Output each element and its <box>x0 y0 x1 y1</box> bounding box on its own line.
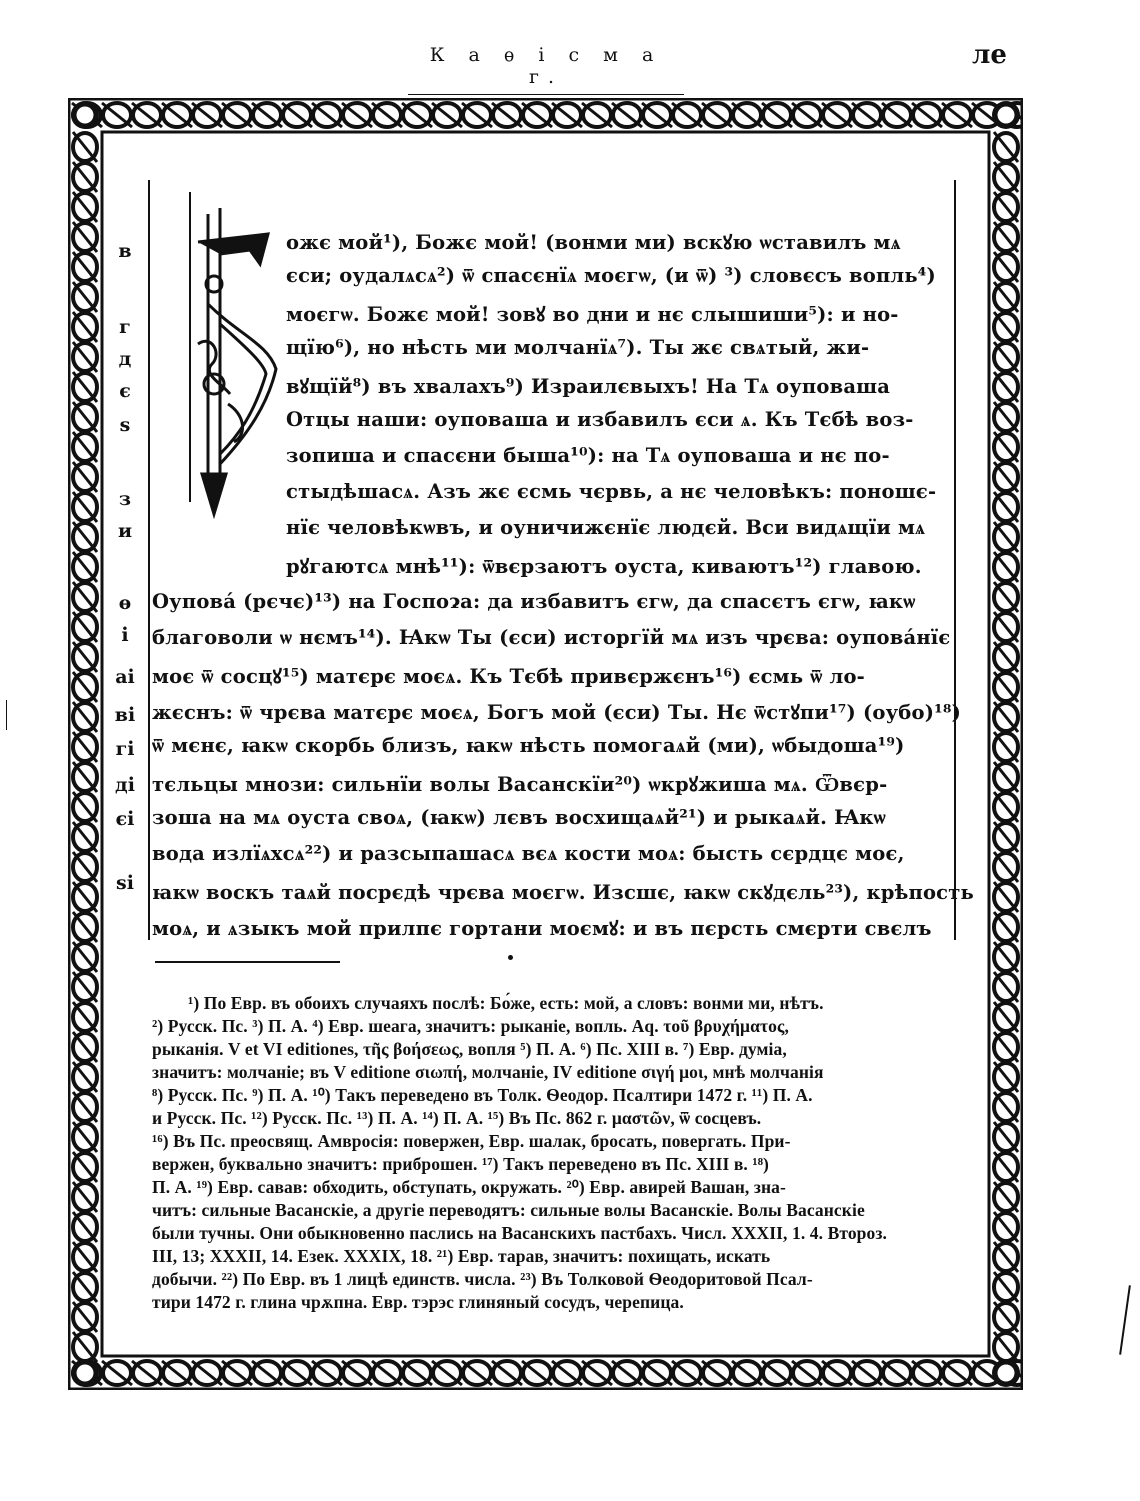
text-line: стыдѣшасѧ. Азъ жє єсмь чєрвь, а нє человѣкъ: поношє- <box>286 480 937 503</box>
initial-b-ornament <box>168 184 286 524</box>
footnote-line: III, 13; XXXII, 14. Езек. XXXIX, 18. ²¹) Евр. тарав, значитъ: похищать, искать <box>152 1246 771 1266</box>
text-line: рꙋгаютсѧ мнѣ¹¹): ѿвєрзаютъ оуста, киваютъ¹²) главою. <box>286 555 922 578</box>
text-line: моєгѡ. Божє мой! зовꙋ во дни и нє слышиши⁵): и но- <box>286 303 899 326</box>
stray-mark <box>508 955 513 960</box>
text-line: ѿ мєнє, ꙗкѡ скорбь близъ, ꙗкѡ нѣсть помогаѧй (ми), ѡбыдоша¹⁹) <box>152 734 905 757</box>
verse-number: ѕ <box>119 414 131 436</box>
footnote-line: ¹) По Евр. въ обоихъ случаяхъ послѣ: Бо́же, есть: мой, а словъ: вонми ми, нѣтъ. <box>188 993 824 1013</box>
text-line: нїє человѣкѡвъ, и оуничижєнїє людєй. Вси видѧщїи мѧ <box>286 516 926 539</box>
text-line: жєснъ: ѿ чрєва матєрє моєѧ, Богъ мой (єси) Ты. Нє ѿстꙋпи¹⁷) (оубо)¹⁸) <box>152 701 962 724</box>
footnote-line: ⁸) Русск. Пс. ⁹) П. А. ¹⁰) Такъ переведено въ Толк. Ѳеодор. Псалтири 1472 г. ¹¹) П. А. <box>152 1085 813 1105</box>
footnote-line: П. А. ¹⁹) Евр. савав: обходить, обступать, окружать. ²⁰) Евр. авирей Вашан, зна- <box>152 1177 786 1197</box>
verse-number: и <box>117 520 133 542</box>
running-head: К а ѳ і с м а г. <box>408 44 684 95</box>
verse-number: ді <box>115 774 135 796</box>
folio-number: ле <box>972 40 1007 70</box>
footnote-line: тири 1472 г. глина чрѫпна. Евр. тэрэс глиняный сосудъ, черепица. <box>152 1292 684 1312</box>
footnote-line: читъ: сильные Васанскіе, а другіе переводятъ: сильные волы Васанскіе. Волы Васанскіе <box>152 1200 865 1220</box>
right-column-rule <box>954 180 956 940</box>
verse-number: єі <box>115 808 135 830</box>
left-column-rule <box>148 180 150 940</box>
text-line: вода излїѧхсѧ²²) и разсыпашасѧ вєѧ кости моѧ: бысть сєрдцє моє, <box>152 842 905 865</box>
verse-number: г <box>119 316 131 338</box>
margin-pencil-mark <box>1119 1285 1131 1355</box>
text-line: вꙋщїй⁸) въ хвалахъ⁹) Израилєвыхъ! На Тѧ оуповаша <box>286 375 891 398</box>
verse-number: є <box>119 380 131 402</box>
text-line: моє ѿ сосцꙋ¹⁵) матєрє моєѧ. Къ Тєбѣ привєржєнъ¹⁶) єсмь ѿ ло- <box>152 665 865 688</box>
verse-number: аі <box>115 666 135 688</box>
verse-number: д <box>118 348 132 370</box>
footnote-line: были тучны. Они обыкновенно паслись на Васанскихъ пастбахъ. Числ. XXXII, 1. 4. Второз. <box>152 1223 887 1243</box>
text-line: благоволи ѡ нємъ¹⁴). Ꙗкѡ Ты (єси) исторгїй мѧ изъ чрєва: оуповáнїє <box>152 626 951 649</box>
verse-number: в <box>118 240 132 262</box>
footnote-separator <box>155 961 340 963</box>
verse-number: ві <box>114 704 136 726</box>
footnote-line: добычи. ²²) По Евр. въ 1 лицѣ единств. числа. ²³) Въ Толковой Ѳеодоритовой Псал- <box>152 1269 813 1289</box>
text-line: щїю⁶), но нѣсть ми молчанїѧ⁷). Ты жє свѧтый, жи- <box>286 336 870 359</box>
text-line: зоша на мѧ оуста своѧ, (ꙗкѡ) лєвъ восхищаѧй²¹) и рыкаѧй. Ꙗкѡ <box>152 806 886 829</box>
text-line: Оуповá (рєчє)¹³) на Госпоɂа: да избавитъ єгѡ, да спасєтъ єгѡ, ꙗкѡ <box>152 590 916 613</box>
verse-number: ѕі <box>116 872 134 894</box>
verse-number: і <box>121 624 129 646</box>
margin-pencil-mark <box>6 700 7 730</box>
verse-number: гі <box>115 738 135 760</box>
verse-number: з <box>118 488 132 510</box>
footnote-line: вержен, буквально значитъ: приброшен. ¹⁷) Такъ переведено въ Пс. XIII в. ¹⁸) <box>152 1154 769 1174</box>
footnote-line: ²) Русск. Пс. ³) П. А. ⁴) Евр. шеага, значитъ: рыканіе, вопль. Aq. τοῦ βρυχήματος, <box>152 1016 789 1036</box>
text-line: моѧ, и ѧзыкъ мой прилпє гортани моємꙋ: и въ пєрсть смєрти свєлъ <box>152 917 932 940</box>
text-line: ꙗкѡ воскъ таѧй посрєдѣ чрєва моєгѡ. Изсшє, ꙗкѡ скꙋдєль²³), крѣпость <box>152 881 974 904</box>
text-line: єси; оудалѧсѧ²) ѿ спасєнїѧ моєгѡ, (и ѿ) ³) словєсъ вопль⁴) <box>286 264 936 287</box>
text-line: ожє мой¹), Божє мой! (вонми ми) вскꙋю ѡставилъ мѧ <box>286 231 901 254</box>
footnote-line: ¹⁶) Въ Пс. преосвящ. Амвросія: повержен, Евр. шалак, бросать, повергать. При- <box>152 1131 791 1151</box>
footnote-line: значитъ: молчаніе; въ V editione σιωπή, молчаніе, IV editione σιγή μοι, мнѣ молчанія <box>152 1062 824 1082</box>
text-line: Отцы наши: оуповаша и избавилъ єси ѧ. Къ Тєбѣ воз- <box>286 408 914 431</box>
illuminated-initial <box>168 184 286 524</box>
verse-number: ѳ <box>118 592 132 614</box>
text-line: зопиша и спасєни быша¹⁰): на Тѧ оуповаша и нє по- <box>286 444 890 467</box>
footnote-line: рыканія. V et VI editiones, τῆς βοήσεως, вопля ⁵) П. А. ⁶) Пс. XIII в. ⁷) Евр. думіа, <box>152 1039 787 1059</box>
footnote-line: и Русск. Пс. ¹²) Русск. Пс. ¹³) П. А. ¹⁴) П. А. ¹⁵) Въ Пс. 862 г. μαστῶν, ѿ сосцевъ. <box>152 1108 762 1128</box>
text-line: тєльцы мнози: сильнїи волы Васанскїи²⁰) ѡкрꙋжиша мѧ. Ѿвєр- <box>152 773 888 796</box>
